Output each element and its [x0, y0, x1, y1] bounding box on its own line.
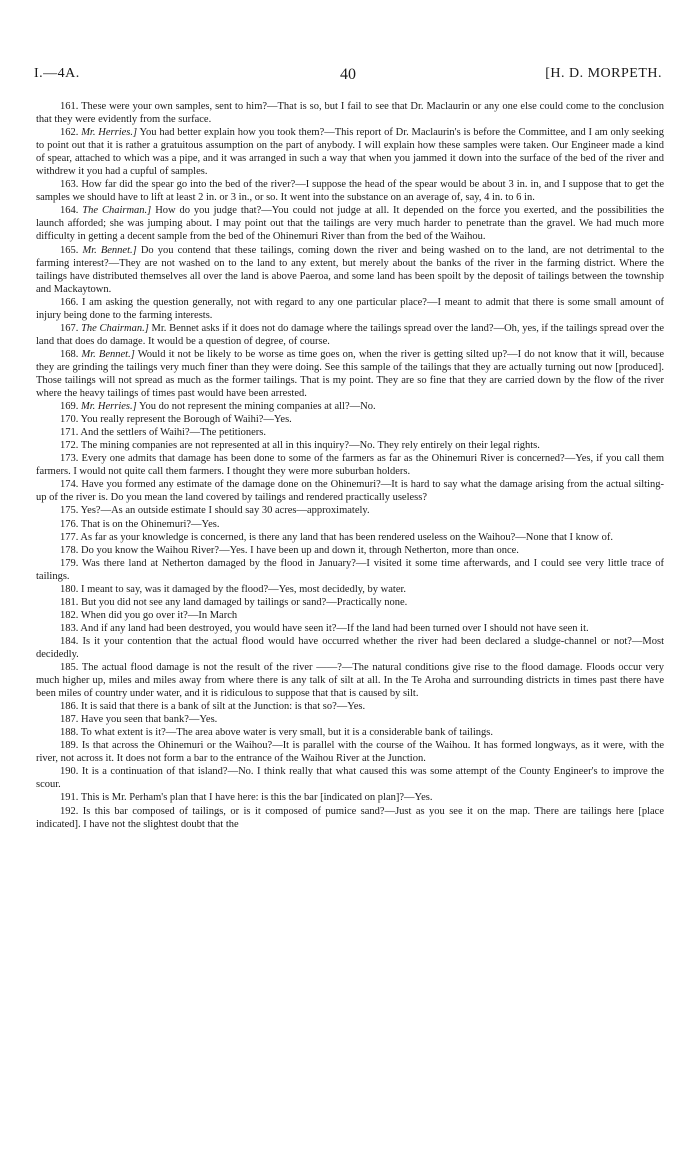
question-answer-text: It is a continuation of that island?—No. I think really that what caused this was some attempt of the County Engineer's to improve the scour.: [36, 766, 665, 791]
question-answer-text: Have you seen that bank?—Yes.: [81, 714, 218, 726]
speaker-name: Mr. Bennet.]: [81, 348, 135, 360]
question-answer-text: Is this bar composed of tailings, or is it composed of pumice sand?—Just as you see it on the map. There are tailings here [place indicated]. I have not the slightest doubt that the: [36, 805, 664, 830]
testimony-paragraph: [36, 296, 664, 322]
testimony-paragraph: [36, 596, 664, 609]
witness-name: [H. D. MORPETH.: [545, 66, 662, 81]
question-answer-text: Was there land at Netherton damaged by the flood in January?—I visited it some time afterwards, and I could see very little trace of tailings.: [36, 557, 664, 582]
question-answer-text: How far did the spear go into the bed of the river?—I suppose the head of the spear would be about 3 in. in, and I suppose that to get the samples we should have to lift at least 2 in. or 3 in., or so. It went into the substance on an average of, say, 4 in. to 6 in.: [36, 179, 665, 204]
question-number: 170.: [60, 414, 79, 426]
testimony-paragraph: [36, 504, 664, 517]
testimony-paragraph: [36, 322, 664, 348]
question-answer-text: And the settlers of Waihi?—The petitioners.: [80, 427, 267, 439]
question-number: 186.: [60, 701, 79, 713]
question-number: 163.: [60, 179, 79, 191]
testimony-paragraph: [36, 713, 664, 726]
question-answer-text: You had better explain how you took them?—This report of Dr. Maclaurin's is before the Committee, and I am only seeking to point out that it is rather a gratuitous assumption on the part of anybody. I will explain how these samples were taken. Our Engineer made a kind of spear, attached to which was a pipe, and it was arranged in such a way that when you jammed it down into the surface of the bed of the river and withdrew it you had a cupful of samples.: [36, 127, 664, 178]
testimony-paragraph: [36, 635, 664, 661]
testimony-paragraph: [36, 583, 664, 596]
testimony-paragraph: [36, 726, 664, 739]
testimony-paragraph: [36, 557, 664, 583]
question-answer-text: The mining companies are not represented at all in this inquiry?—No. They rely entirely on their legal rights.: [80, 440, 540, 452]
testimony-paragraph: [36, 100, 664, 126]
question-number: 161.: [60, 101, 79, 112]
testimony-paragraph: [36, 609, 664, 622]
testimony-paragraph: [36, 126, 664, 178]
question-answer-text: Every one admits that damage has been done to some of the farmers as far as the Ohinemuri River is concerned?—Yes, if you call them farmers. I would not quite call them farmers. I thought they were more suburban holders.: [36, 453, 664, 478]
question-answer-text: When did you go over it?—In March: [80, 609, 238, 621]
question-number: 175.: [60, 505, 79, 517]
speaker-name: The Chairman.]: [82, 205, 152, 217]
question-answer-text: You do not represent the mining companies at all?—No.: [138, 401, 376, 413]
question-number: 188.: [60, 727, 79, 739]
testimony-paragraph: [36, 700, 664, 713]
testimony-paragraph: [36, 426, 664, 439]
testimony-paragraph: [36, 661, 664, 700]
page-header: [34, 66, 662, 86]
question-answer-text: Is that across the Ohinemuri or the Waihou?—It is parallel with the course of the Waihou. It has formed longways, as it were, with the river, not across it. It does not form a bar to the entrance of the Waihou River at the Junction.: [36, 740, 665, 765]
testimony-paragraph: [36, 178, 664, 204]
question-answer-text: Is it your contention that the actual flood would have occurred whether the river had been declared a sludge-channel or not?—Most decidedly.: [36, 635, 664, 660]
question-answer-text: Do you know the Waihou River?—Yes. I have been up and down it, through Netherton, more than once.: [81, 544, 519, 556]
question-number: 172.: [60, 440, 79, 452]
question-number: 169.: [60, 401, 79, 413]
question-answer-text: And if any land had been destroyed, you would have seen it?—If the land had been turned over I should not have seen it.: [80, 622, 589, 634]
question-number: 171.: [60, 427, 79, 439]
question-number: 183.: [60, 622, 79, 634]
question-answer-text: I meant to say, was it damaged by the flood?—Yes, most decidedly, by water.: [81, 583, 407, 595]
speaker-name: Mr. Bennet.]: [82, 244, 137, 256]
question-answer-text: To what extent is it?—The area above water is very small, but it is a considerable bank of tailings.: [80, 727, 493, 739]
testimony-paragraph: [36, 531, 664, 544]
question-number: 167.: [60, 322, 79, 334]
testimony-paragraph: [36, 518, 664, 531]
testimony-paragraph: [36, 791, 664, 804]
question-answer-text: But you did not see any land damaged by tailings or sand?—Practically none.: [81, 596, 408, 608]
question-answer-text: This is Mr. Perham's plan that I have here: is this the bar [indicated on plan]?—Yes.: [80, 792, 433, 804]
question-number: 189.: [60, 740, 79, 752]
speaker-name: Mr. Herries.]: [81, 127, 138, 139]
question-number: 179.: [60, 557, 79, 569]
question-number: 162.: [60, 127, 79, 139]
question-answer-text: How do you judge that?—You could not judge at all. It depended on the force you exerted, and the possibilities the launch afforded; she was jumping about. I may point out that the tailings are very much harder to penetrate than the gravel. We had much more difficulty in getting a decent sample from the bed of the Ohinemuri River than from the bed of the Waihou.: [36, 205, 664, 243]
question-answer-text: Have you formed any estimate of the damage done on the Ohinemuri?—It is hard to say what the damage arising from the actual silting-up of the river is. Do you mean the land covered by tailings and rendered practically useless?: [36, 479, 664, 504]
testimony-paragraph: [36, 544, 664, 557]
speaker-name: Mr. Herries.]: [81, 401, 137, 413]
testimony-paragraph: [36, 478, 664, 504]
question-answer-text: Do you contend that these tailings, coming down the river and being washed on to the land, are not detrimental to the farming interest?—They are not washed on to the land to any extent, but merely about the banks of the river in the farming district. Where the tailings have distributed themselves all over the land is above Paeroa, and some land has been spoilt by the deposit of tailings between the township and Mackaytown.: [36, 244, 664, 295]
question-number: 164.: [60, 205, 79, 217]
question-number: 192.: [60, 805, 79, 817]
testimony-paragraph: [36, 439, 664, 452]
document-reference: I.—4A.: [34, 66, 80, 81]
question-number: 190.: [60, 766, 79, 778]
testimony-paragraph: [36, 452, 664, 478]
question-number: 166.: [60, 296, 79, 308]
question-number: 185.: [60, 662, 79, 674]
question-answer-text: I am asking the question generally, not with regard to any one particular place?—I meant to admit that there is some small amount of injury being done to the farming interests.: [36, 296, 665, 321]
question-answer-text: These were your own samples, sent to him?—That is so, but I fail to see that Dr. Maclaurin or any one else could come to the conclusion that they were evidently from the surface.: [36, 101, 664, 126]
testimony-paragraph: [36, 739, 664, 765]
question-answer-text: That is on the Ohinemuri?—Yes.: [80, 518, 220, 530]
testimony-paragraph: [36, 622, 664, 635]
testimony-paragraph: [36, 244, 664, 296]
testimony-paragraph: [36, 348, 664, 400]
testimony-body: [36, 100, 664, 831]
question-answer-text: You really represent the Borough of Waihi?—Yes.: [80, 414, 292, 426]
question-number: 178.: [60, 544, 79, 556]
testimony-paragraph: [36, 204, 664, 243]
testimony-paragraph: [36, 400, 664, 413]
testimony-paragraph: [36, 413, 664, 426]
testimony-paragraph: [36, 805, 664, 831]
question-number: 191.: [60, 792, 79, 804]
question-number: 184.: [60, 635, 79, 647]
page-number: 40: [340, 66, 356, 83]
question-number: 187.: [60, 714, 79, 726]
question-number: 173.: [60, 453, 79, 465]
question-answer-text: The actual flood damage is not the result of the river ——?—The natural conditions give rise to the flood damage. Floods occur very much higher up, miles and miles away from where there is any talk of silt at all. In the Te Aroha and surrounding districts in times past there have been miles of country under water, and it is ridiculous to suppose that that is caused by silt.: [36, 662, 665, 700]
question-answer-text: As far as your knowledge is concerned, is there any land that has been rendered useless on the Waihou?—None that I know of.: [80, 531, 613, 543]
question-number: 182.: [60, 609, 79, 621]
question-answer-text: Would it not be likely to be worse as time goes on, when the river is getting silted up?—I do not know that it will, because they are grinding the tailings very much finer than they were doing. See this sample of the tailings that they are actually turning out now [produced]. Those tailings will not spread as much as the former tailings. That is my point. They are so fine that they are carried down by the flow of the river where the heavy tailings of times past would have been arrested.: [36, 348, 664, 400]
question-number: 176.: [60, 518, 79, 530]
question-number: 174.: [60, 479, 79, 491]
speaker-name: The Chairman.]: [81, 322, 149, 334]
question-number: 165.: [60, 244, 79, 256]
question-answer-text: It is said that there is a bank of silt at the Junction: is that so?—Yes.: [81, 701, 366, 713]
testimony-paragraph: [36, 765, 664, 791]
question-number: 180.: [60, 583, 79, 595]
question-number: 181.: [60, 596, 79, 608]
question-number: 168.: [60, 348, 79, 360]
question-answer-text: Mr. Bennet asks if it does not do damage where the tailings spread over the land?—Oh, yes, if the tailings spread over the land that does do damage. It would be a question of degree, of course.: [36, 322, 664, 347]
question-number: 177.: [60, 531, 79, 543]
question-answer-text: Yes?—As an outside estimate I should say 30 acres—approximately.: [80, 505, 370, 517]
